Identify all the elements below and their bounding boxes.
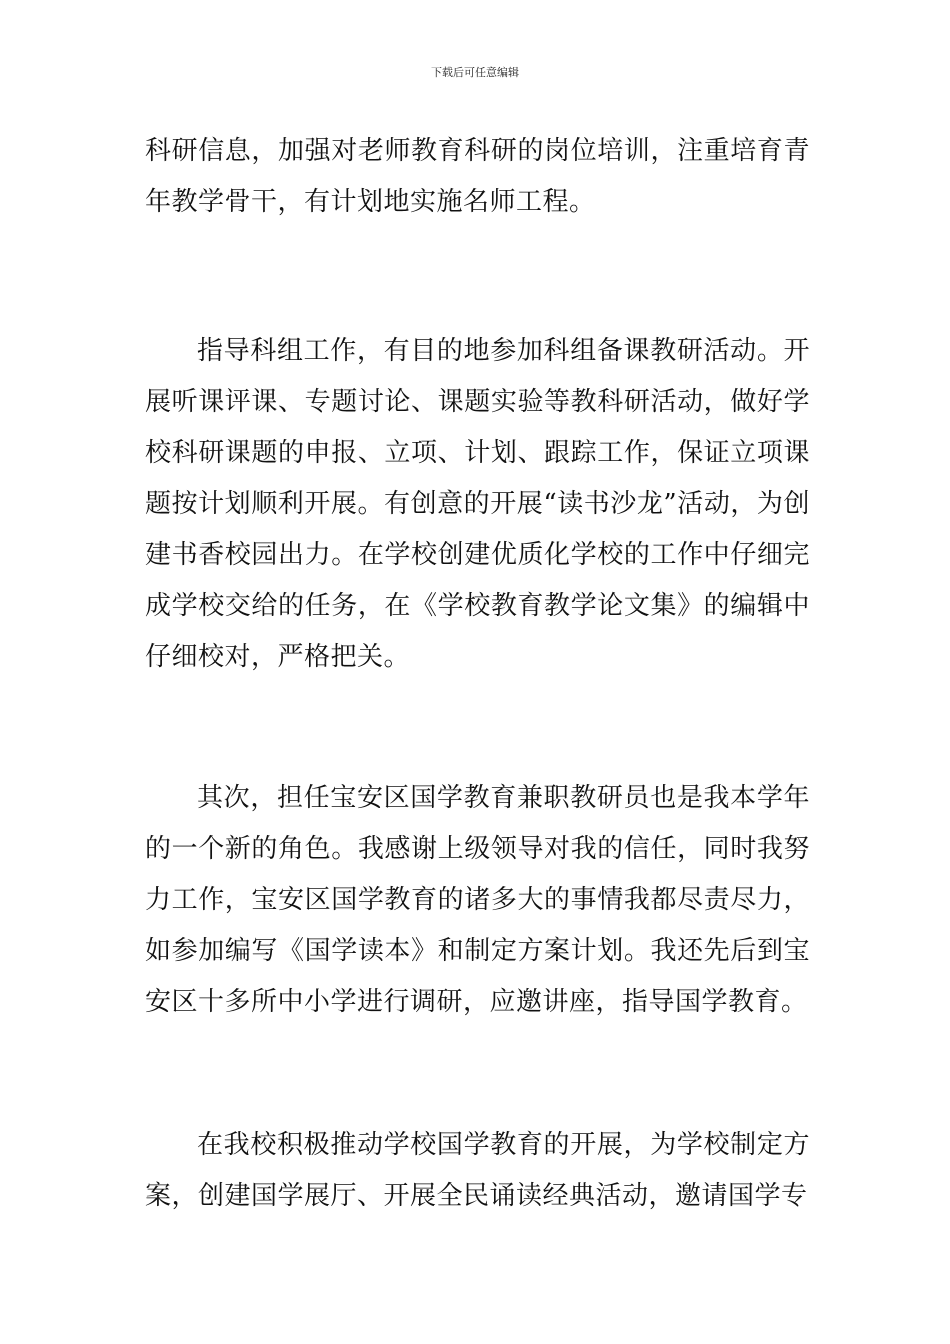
paragraph-guoxue-researcher: 其次，担任宝安区国学教育兼职教研员也是我本学年的一个新的角色。我感谢上级领导对我的信任，同时我努力工作，宝安区国学教育的诸多大的事情我都尽责尽力，如参加编写《国学读本》和制定方案计划。我还先后到宝安区十多所中小学进行调研，应邀讲座，指导国学教育。 [145, 783, 810, 1017]
page-header: 下载后可任意编辑 [431, 66, 519, 79]
paragraph-school-guoxue: 在我校积极推动学校国学教育的开展，为学校制定方案，创建国学展厅、开展全民诵读经典活动，邀请国学专 [145, 1130, 810, 1211]
paragraph-continuation: 科研信息，加强对老师教育科研的岗位培训，注重培育青年教学骨干，有计划地实施名师工程。 [145, 136, 810, 217]
paragraph-science-group-work: 指导科组工作，有目的地参加科组备课教研活动。开展听课评课、专题讨论、课题实验等教科研活动，做好学校科研课题的申报、立项、计划、跟踪工作，保证立项课题按计划顺利开展。有创意的开展“读书沙龙”活动，为创建书香校园出力。在学校创建优质化学校的工作中仔细完成学校交给的任务，在《学校教育教学论文集》的编辑中仔细校对，严格把关。 [145, 336, 810, 672]
